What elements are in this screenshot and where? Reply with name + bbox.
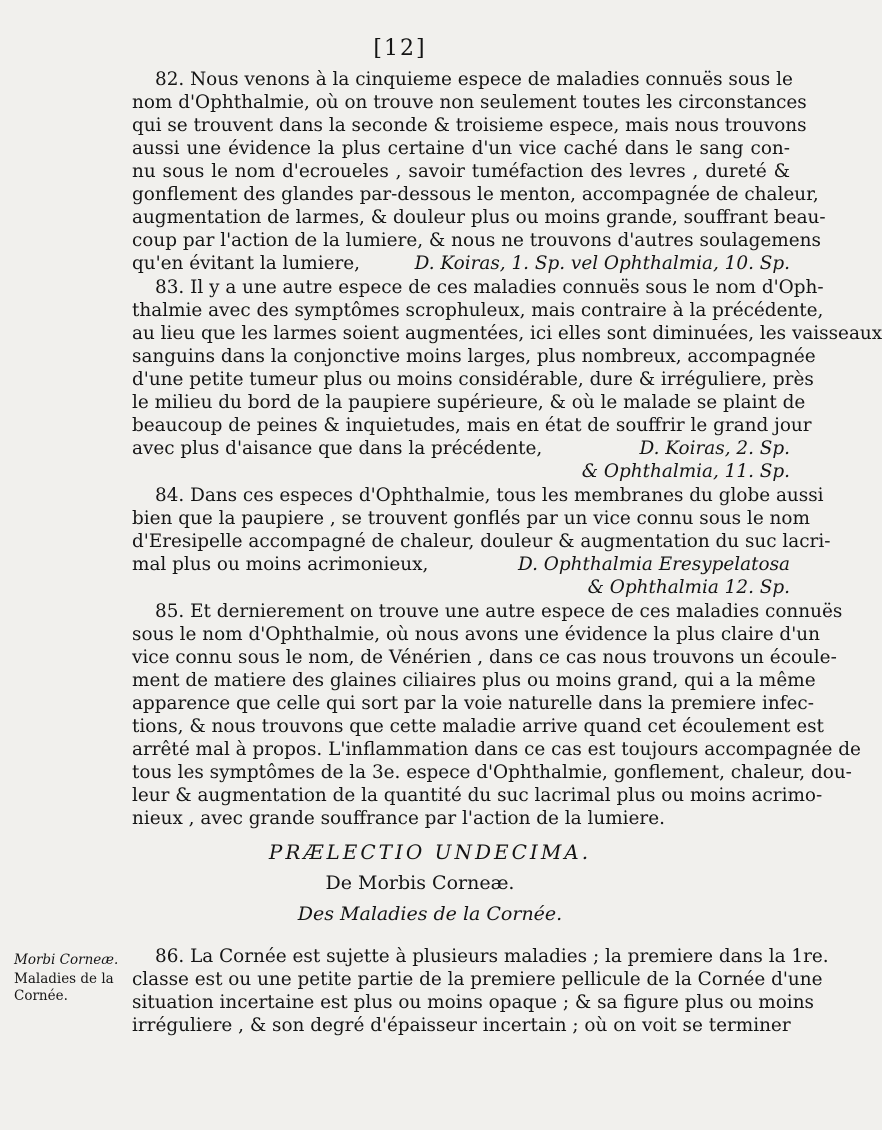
text-line: tions, & nous trouvons que cette maladie arrive quand cet écoulement est <box>132 716 824 737</box>
text-line: 86. La Cornée est sujette à plusieurs maladies ; la premiere dans la 1re. <box>155 946 829 967</box>
text-line: 82. Nous venons à la cinquieme espece de maladies connuës sous le <box>155 69 793 90</box>
text-line: d'une petite tumeur plus ou moins considérable, dure & irréguliere, près <box>132 369 814 390</box>
section-subtitle-latin: De Morbis Corneæ. <box>325 872 515 894</box>
text-line: 83. Il y a une autre espece de ces maladies connuës sous le nom d'Oph- <box>155 277 824 298</box>
text-line: apparence que celle qui sort par la voie naturelle dans la premiere infec- <box>132 693 814 714</box>
text-line: bien que la paupiere , se trouvent gonflés par un vice connu sous le nom <box>132 508 810 529</box>
reference-note: & Ophthalmia 12. Sp. <box>587 577 790 598</box>
text-line: qui se trouvent dans la seconde & troisieme espece, mais nous trouvons <box>132 115 807 136</box>
text-line <box>132 437 790 460</box>
text-line: classe est ou une petite partie de la premiere pellicule de la Cornée d'une <box>132 969 823 990</box>
text-line: ment de matiere des glaines ciliaires plus ou moins grand, qui a la même <box>132 670 816 691</box>
text-line: arrêté mal à propos. L'inflammation dans ce cas est toujours accompagnée de <box>132 739 861 760</box>
text-line: nu sous le nom d'ecroueles , savoir tuméfaction des levres , dureté & <box>132 161 790 182</box>
text-line: irréguliere , & son degré d'épaisseur incertain ; où on voit se terminer <box>132 1015 791 1036</box>
reference-note: D. Ophthalmia Eresypelatosa <box>518 554 790 575</box>
text-line-start: mal plus ou moins acrimonieux, <box>132 554 429 575</box>
text-line: sous le nom d'Ophthalmie, où nous avons une évidence la plus claire d'un <box>132 624 820 645</box>
text-line: situation incertaine est plus ou moins opaque ; & sa figure plus ou moins <box>132 992 814 1013</box>
text-line <box>132 553 790 576</box>
text-line: au lieu que les larmes soient augmentées, ici elles sont diminuées, les vaisseaux <box>132 323 882 344</box>
reference-note: D. Koiras, 2. Sp. <box>639 438 790 459</box>
text-line: d'Eresipelle accompagné de chaleur, douleur & augmentation du suc lacri- <box>132 531 831 552</box>
text-line: 84. Dans ces especes d'Ophthalmie, tous les membranes du globe aussi <box>155 485 824 506</box>
text-line-start: avec plus d'aisance que dans la précédente, <box>132 438 543 459</box>
text-line: tous les symptômes de la 3e. espece d'Ophthalmie, gonflement, chaleur, dou- <box>132 762 852 783</box>
text-line: gonflement des glandes par-dessous le menton, accompagnée de chaleur, <box>132 184 819 205</box>
reference-note: D. Koiras, 1. Sp. vel Ophthalmia, 10. Sp. <box>414 253 790 274</box>
text-line: le milieu du bord de la paupiere supérieure, & où le malade se plaint de <box>132 392 806 413</box>
text-line: nieux , avec grande souffrance par l'action de la lumiere. <box>132 808 665 829</box>
text-line: vice connu sous le nom, de Vénérien , dans ce cas nous trouvons un écoule- <box>132 647 837 668</box>
section-subtitle-french: Des Maladies de la Cornée. <box>297 903 563 925</box>
text-line-start: qu'en évitant la lumiere, <box>132 253 360 274</box>
text-line: aussi une évidence la plus certaine d'un vice caché dans le sang con- <box>132 138 790 159</box>
text-line: coup par l'action de la lumiere, & nous ne trouvons d'autres soulagemens <box>132 230 821 251</box>
text-line: 85. Et dernierement on trouve une autre espece de ces maladies connuës <box>155 601 843 622</box>
text-line: beaucoup de peines & inquietudes, mais en état de souffrir le grand jour <box>132 415 812 436</box>
page-number: [12] <box>373 36 427 61</box>
text-line: sanguins dans la conjonctive moins larges, plus nombreux, accompagnée <box>132 346 816 367</box>
text-line: thalmie avec des symptômes scrophuleux, mais contraire à la précédente, <box>132 300 824 321</box>
text-line: leur & augmentation de la quantité du suc lacrimal plus ou moins acrimo- <box>132 785 823 806</box>
section-title: PRÆLECTIO UNDECIMA. <box>268 840 592 864</box>
reference-note: & Ophthalmia, 11. Sp. <box>581 461 790 482</box>
margin-note-latin: Morbi Corneæ. <box>14 952 119 968</box>
text-line: nom d'Ophthalmie, où on trouve non seulement toutes les circonstances <box>132 92 807 113</box>
margin-note-french: Cornée. <box>14 988 68 1004</box>
text-line <box>132 252 790 275</box>
text-line: augmentation de larmes, & douleur plus ou moins grande, souffrant beau- <box>132 207 826 228</box>
margin-note-french: Maladies de la <box>14 971 114 987</box>
